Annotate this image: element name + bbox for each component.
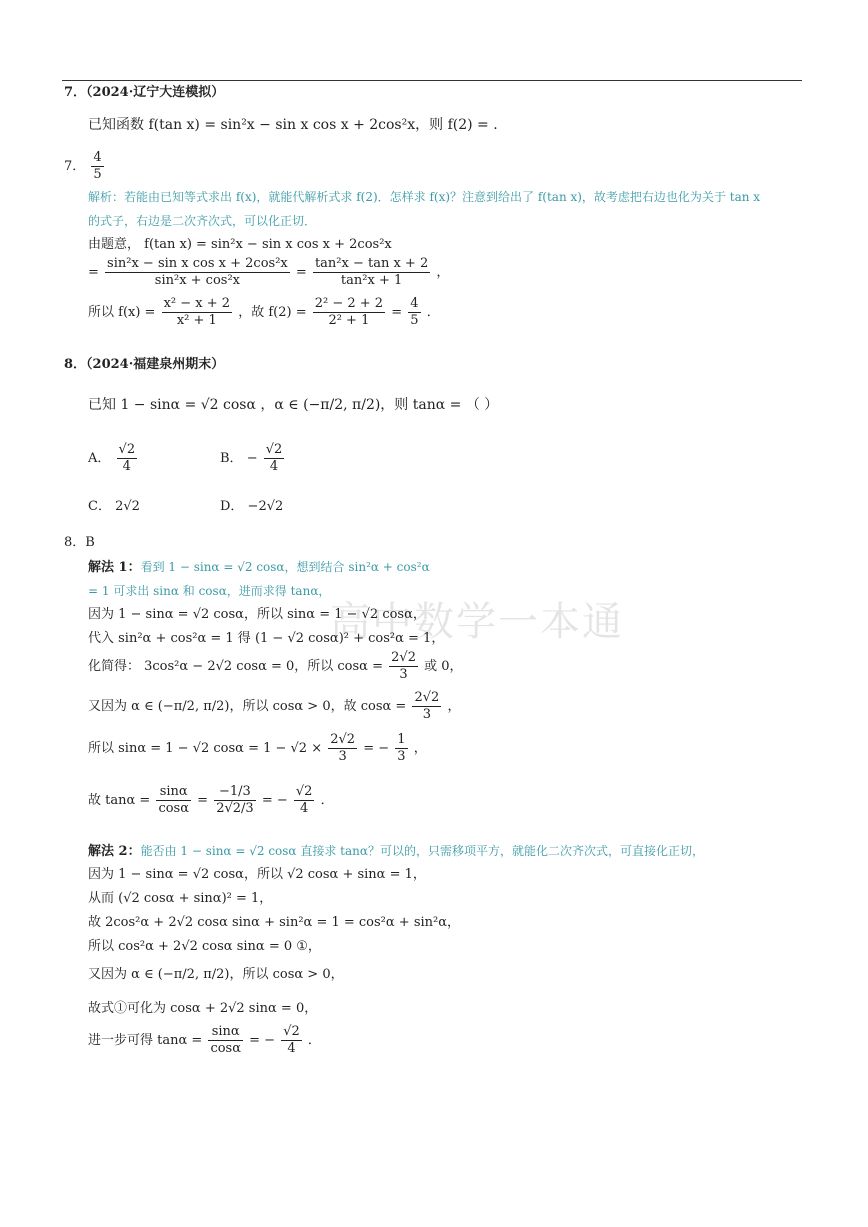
q8-method1-line3-a: 化简得： 3cos²α − 2√2 cosα = 0，所以 cosα = [88,659,383,674]
q8-method1-line5-den1: 3 [338,749,347,764]
q7-fx-den: x² + 1 [176,313,217,328]
q7-step2-fraction-right [313,256,430,289]
q8-method1-line6-fraction2 [214,784,255,817]
q8-method2-line7-fraction2 [281,1024,302,1057]
q8-option-a [88,442,139,475]
q8-method1-line6-a: 故 tanα = [88,793,151,808]
q8-method2-line5: 又因为 α ∈ (−π/2, π/2)，所以 cosα > 0， [88,967,344,982]
q7-fx-num: x² − x + 2 [163,296,231,311]
q7-header: 7．（2024·辽宁大连模拟） [64,85,225,100]
q7-result-den: 5 [410,313,419,328]
q8-method1-line5-fraction1 [328,732,357,765]
q8-method1-hint1 [88,558,430,577]
q8-method2-line7-b: = − [249,1033,276,1048]
q8-method1-title: 解法 1： [88,560,141,575]
q8-option-c: C． 2√2 [88,499,140,514]
q8-method1-line6-f3-num: √2 [295,784,313,799]
q7-step1: 由题意， f(tan x) = sin²x − sin x cos x + 2cos²x [88,237,392,252]
q7-step3-text-a: 所以 f(x) = [88,305,156,320]
q7-answer-denominator: 5 [93,167,102,182]
q8-method1-line6-b: = [197,793,209,808]
q8-option-b-sign: − [246,451,258,466]
q8-method2-line7-a: 进一步可得 tanα = [88,1033,203,1048]
q7-analysis-line1: 解析：若能由已知等式求出 f(x)，就能代解析式求 f(2)．怎样求 f(x)？注意到给出了 f(tan x)，故考虑把右边也化为关于 tan x [88,190,761,204]
q8-method1-line5-c: ， [413,741,427,756]
q8-method1-line3 [88,650,463,683]
q8-method1-line5-b: = − [363,741,390,756]
q8-option-d: D． −2√2 [220,499,284,514]
q8-stem: 已知 1 − sinα = √2 cosα ，α ∈ (−π/2, π/2)，则 tanα = （ ） [88,397,499,413]
q8-method1-line5-den2: 3 [397,749,406,764]
q7-step2-right-den: tan²x + 1 [340,273,403,288]
q8-method1-line1: 因为 1 − sinα = √2 cosα，所以 sinα = 1 − √2 cosα， [88,607,426,622]
q7-answer-number: 7． [64,159,86,174]
q8-option-a-fraction [117,442,138,475]
q8-method1-line6 [88,784,334,817]
q8-method2-line7-num1: sinα [208,1024,243,1041]
q8-method1-line3-fraction [389,650,418,683]
q8-method2-line6: 故式①可化为 cosα + 2√2 sinα = 0， [88,1001,318,1016]
q7-fx-fraction [162,296,232,329]
q7-step3-text-c: = [391,305,403,320]
q7-answer [64,150,106,183]
q7-step3-text-b: ，故 f(2) = [238,305,307,320]
q7-result-fraction [408,296,420,329]
q7-f2-fraction [313,296,385,329]
q8-method1-line5-a: 所以 sinα = 1 − √2 cosα = 1 − √2 × [88,741,323,756]
q8-method1-line6-f1-num: sinα [156,784,191,801]
q8-method1-line5-fraction2 [395,732,407,765]
q7-step2-fraction-left [105,256,290,289]
q8-method1-line3-den: 3 [399,667,408,682]
q8-header: 8．（2024·福建泉州期末） [64,357,225,372]
q7-step2: = $\frac{\text{sin²x − sin x cos x + 2cos²x}}{\text{sin²x + cos²x}}$ = $\frac{\text{tan²x − tan x + 2}}{\text{tan²x + 1}}$ ， [88,256,450,288]
q7-result-num: 4 [410,296,419,311]
q8-method1-line4-fraction [412,690,441,723]
q8-method2-line3: 故 2cos²α + 2√2 cosα sinα + sin²α = 1 = cos²α + sin²α， [88,915,461,930]
q8-method1-line6-f2-num: −1/3 [214,784,255,801]
q8-method2-hint [88,842,704,861]
q8-method2-title: 解法 2： [88,844,141,859]
q8-method2-line7 [88,1024,321,1057]
q7-stem: 已知函数 f(tan x) = sin²x − sin x cos x + 2cos²x，则 f(2) = . [88,117,498,133]
q8-method1-line3-b: 或 0， [424,659,463,674]
q8-method1-line6-fraction3 [294,784,315,817]
q8-method2-line7-fraction1 [208,1024,243,1057]
q7-f2-num: 2² − 2 + 2 [314,296,384,311]
q7-step2-left-num: sin²x − sin x cos x + 2cos²x [107,256,288,271]
q8-method1-line6-fraction1 [156,784,191,817]
q8-option-a-num: √2 [118,442,136,457]
q8-option-b-den: 4 [269,459,279,474]
q8-method1-line5-num2: 1 [397,732,406,747]
q8-method1-line4-a: 又因为 α ∈ (−π/2, π/2)，所以 cosα > 0，故 cosα = [88,699,407,714]
q8-answer: 8．B [64,535,95,550]
q7-step2-left-den: sin²x + cos²x [154,273,241,288]
q7-f2-den: 2² + 1 [328,313,370,328]
q8-option-b [220,442,286,475]
q8-method1-line4 [88,690,460,723]
q8-method1-line2: 代入 sin²α + cos²α = 1 得 (1 − √2 cosα)² + cos²α = 1， [88,631,445,646]
q8-method1-line5-num1: 2√2 [330,732,356,747]
q8-method1-line6-c: = − [261,793,288,808]
q7-analysis-line2: 的式子，右边是二次齐次式，可以化正切． [88,214,317,228]
q8-method2-line7-c: ． [307,1033,321,1048]
q7-step2-right-num: tan²x − tan x + 2 [314,256,429,271]
q8-method1-line6-d: ． [320,793,334,808]
q8-method2-line7-den1: cosα [210,1041,241,1056]
q8-method1-line4-num: 2√2 [414,690,440,705]
q8-option-a-den: 4 [122,459,131,474]
q8-method1-hint2: = 1 可求出 sinα 和 cosα，进而求得 tanα， [88,584,331,598]
q8-method1-line6-f2-den: 2√2/3 [216,801,254,816]
q8-option-b-fraction [264,442,285,475]
q8-method1-line5 [88,732,427,765]
q8-option-b-label: B． [220,451,243,466]
q8-method1-line3-num: 2√2 [391,650,416,665]
q7-step3: 所以 f(x) = $\frac{\text{x² − x + 2}}{\text{x² + 1}}$ ，故 f(2) = $\frac{\text{2² − 2 + 2}}{\text{2² + 1}}$ = $\frac{4}{5}$ ． [88,296,440,328]
q8-method2-line4: 所以 cos²α + 2√2 cosα sinα = 0 ①， [88,939,321,954]
q8-option-b-num: √2 [265,442,283,457]
watermark: 高中数学一本通 [330,599,624,645]
q8-method2-line7-den2: 4 [287,1041,296,1056]
q8-option-a-label: A． [88,451,111,466]
top-rule [62,80,802,81]
q8-method2-hint-text: 能否由 1 − sinα = √2 cosα 直接求 tanα？可以的，只需移项平方，就能化二次齐次式，可直接化正切， [140,844,704,858]
q8-method2-line1: 因为 1 − sinα = √2 cosα，所以 √2 cosα + sinα = 1， [88,867,426,882]
q7-answer-numerator: 4 [93,150,102,165]
q8-method2-line2: 从而 (√2 cosα + sinα)² = 1， [88,891,273,906]
q8-method1-line6-f3-den: 4 [300,801,309,816]
q8-method1-hint1-text: 看到 1 − sinα = √2 cosα，想到结合 sin²α + cos²α [140,560,430,574]
q8-method1-line4-b: ， [447,699,461,714]
q8-method2-line7-num2: √2 [283,1024,300,1039]
q8-method1-line6-f1-den: cosα [158,801,189,816]
q8-method1-line4-den: 3 [422,707,432,722]
q7-answer-fraction [91,150,103,183]
